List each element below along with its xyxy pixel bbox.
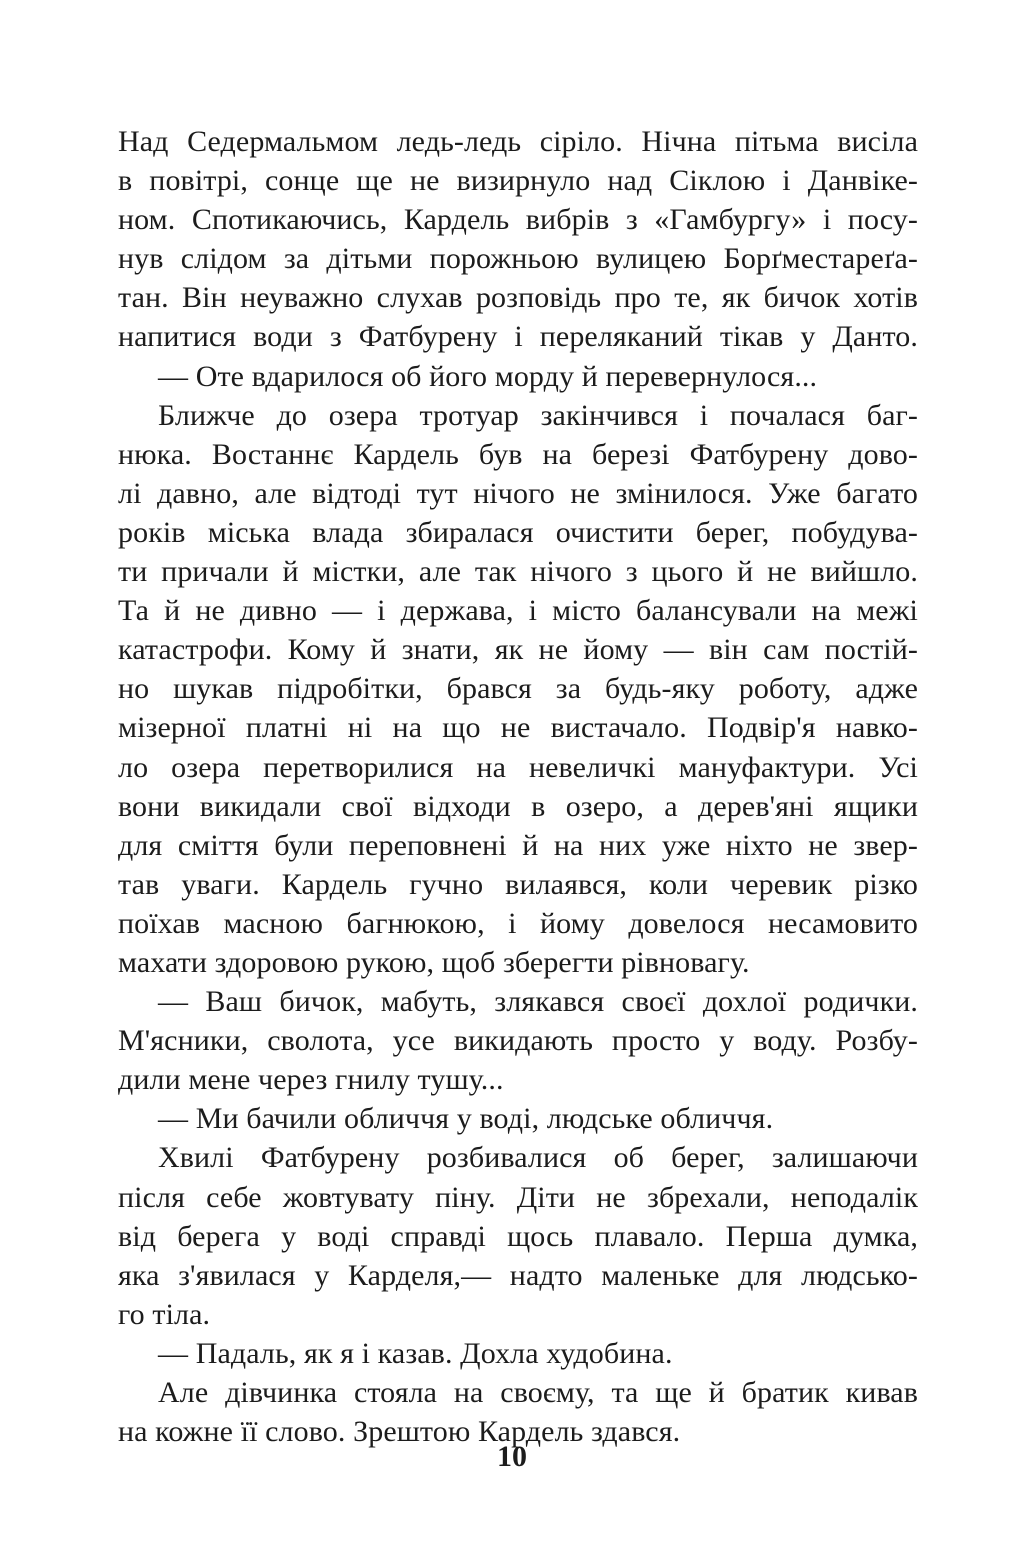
text-line: мізерної платні ні на що не вистачало. Подвір'я навко- xyxy=(118,711,918,745)
text-line: в повітрі, сонце ще не визирнуло над Сіклою і Данвіке- xyxy=(118,164,918,198)
text-line: дили мене через гнилу тушу... xyxy=(118,1063,504,1097)
text-line: ло озера перетворилися на невеличкі мануфактури. Усі xyxy=(118,750,918,784)
dialogue-line: — Падаль, як я і казав. Дохла худобина. xyxy=(158,1336,673,1370)
text-line: поїхав масною багнюкою, і йому довелося несамовито xyxy=(118,906,918,940)
text-line: нув слідом за дітьми порожньою вулицею Борґместареґа- xyxy=(118,242,918,276)
text-line: го тіла. xyxy=(118,1297,211,1331)
text-line: після себе жовтувату піну. Діти не збрехали, неподалік xyxy=(118,1180,918,1214)
text-line: на кожне її слово. Зрештою Кардель здався. xyxy=(118,1415,681,1449)
text-line: катастрофи. Кому й знати, як не йому — він сам постій- xyxy=(118,633,918,667)
text-line: махати здоровою рукою, щоб зберегти рівновагу. xyxy=(118,945,750,979)
dialogue-line: — Ми бачили обличчя у воді, людське обличчя. xyxy=(158,1102,774,1136)
dialogue-line: — Ваш бичок, мабуть, злякався своєї дохлої родички. xyxy=(158,985,918,1019)
text-line: но шукав підробітки, брався за будь-яку роботу, адже xyxy=(118,672,918,706)
text-line: від берега у воді справді щось плавало. Перша думка, xyxy=(118,1219,918,1253)
text-line: тан. Він неуважно слухав розповідь про те, як бичок хотів xyxy=(118,281,918,315)
text-line: нюка. Востаннє Кардель був на березі Фатбурену дово- xyxy=(118,437,918,471)
body-text xyxy=(118,122,918,1451)
text-line: Ближче до озера тротуар закінчився і почалася баг- xyxy=(158,398,918,432)
text-line: напитися води з Фатбурену і переляканий тікав у Данто. xyxy=(118,320,918,354)
text-line: вони викидали свої відходи в озеро, а дерев'яні ящики xyxy=(118,789,918,823)
text-line: ном. Спотикаючись, Кардель вибрів з «Гамбургу» і посу- xyxy=(118,203,918,237)
text-line: Але дівчинка стояла на своєму, та ще й братик кивав xyxy=(158,1376,918,1409)
text-line: Над Седермальмом ледь-ледь сіріло. Нічна пітьма висіла xyxy=(118,125,918,158)
text-line: лі давно, але відтоді тут нічого не змінилося. Уже багато xyxy=(118,476,918,510)
page-number: 10 xyxy=(497,1440,527,1473)
text-line: ти причали й містки, але так нічого з цього й не вийшло. xyxy=(118,555,918,589)
text-line: Та й не дивно — і держава, і місто балансували на межі xyxy=(118,594,918,628)
text-line: Хвилі Фатбурену розбивалися об берег, залишаючи xyxy=(158,1141,918,1175)
text-line: років міська влада збиралася очистити берег, побудува- xyxy=(118,515,918,549)
text-line: тав уваги. Кардель гучно вилаявся, коли черевик різко xyxy=(118,867,918,901)
text-line: М'ясники, сволота, усе викидають просто у воду. Розбу- xyxy=(118,1024,918,1058)
dialogue-line: — Оте вдарилося об його морду й перевернулося... xyxy=(158,359,818,393)
text-line: яка з'явилася у Карделя,— надто маленьке для людсько- xyxy=(118,1258,918,1292)
text-line: для сміття були переповнені й на них уже ніхто не звер- xyxy=(118,828,918,862)
